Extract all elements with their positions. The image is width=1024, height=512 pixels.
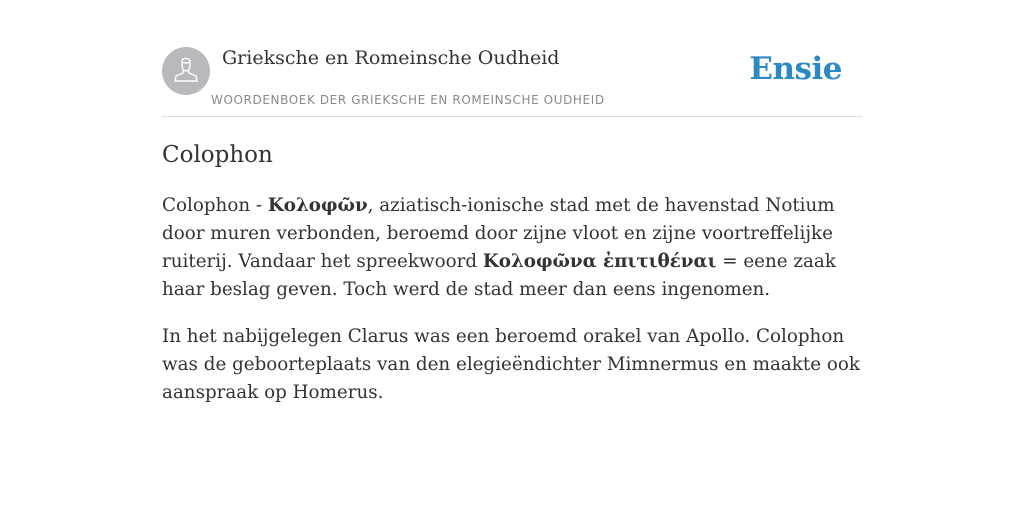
paragraph-text: = eene zaak haar beslag geven. Toch werd de stad meer dan eens ingenomen. — [162, 251, 836, 300]
paragraph-text: Colophon - — [162, 195, 268, 216]
greek-proverb: Κολοφῶνα ἐπιτιθέναι — [482, 251, 717, 272]
greek-term: Κολοφῶν — [267, 195, 368, 216]
brand-logo[interactable]: Ensie — [749, 51, 842, 87]
book-title[interactable]: Grieksche en Romeinsche Oudheid — [222, 47, 560, 69]
entry-paragraph — [162, 192, 867, 304]
entry-title: Colophon — [162, 142, 273, 168]
page-header — [162, 46, 862, 117]
entry-paragraph: In het nabijgelegen Clarus was een beroemd orakel van Apollo. Colophon was de geboorteplaats van den elegieëndichter Mimnermus en maakte ook aanspraak op Homerus. — [162, 326, 860, 403]
entry-body — [162, 192, 867, 426]
user-silhouette-icon — [173, 55, 199, 87]
avatar[interactable] — [162, 47, 210, 95]
paragraph-text: , aziatisch-ionische stad met de havenstad Notium door muren verbonden, beroemd door zijne vloot en zijne voortreffelijke ruiterij. Vandaar het spreekwoord — [162, 195, 835, 272]
book-subtitle: WOORDENBOEK DER GRIEKSCHE EN ROMEINSCHE OUDHEID — [211, 93, 605, 107]
